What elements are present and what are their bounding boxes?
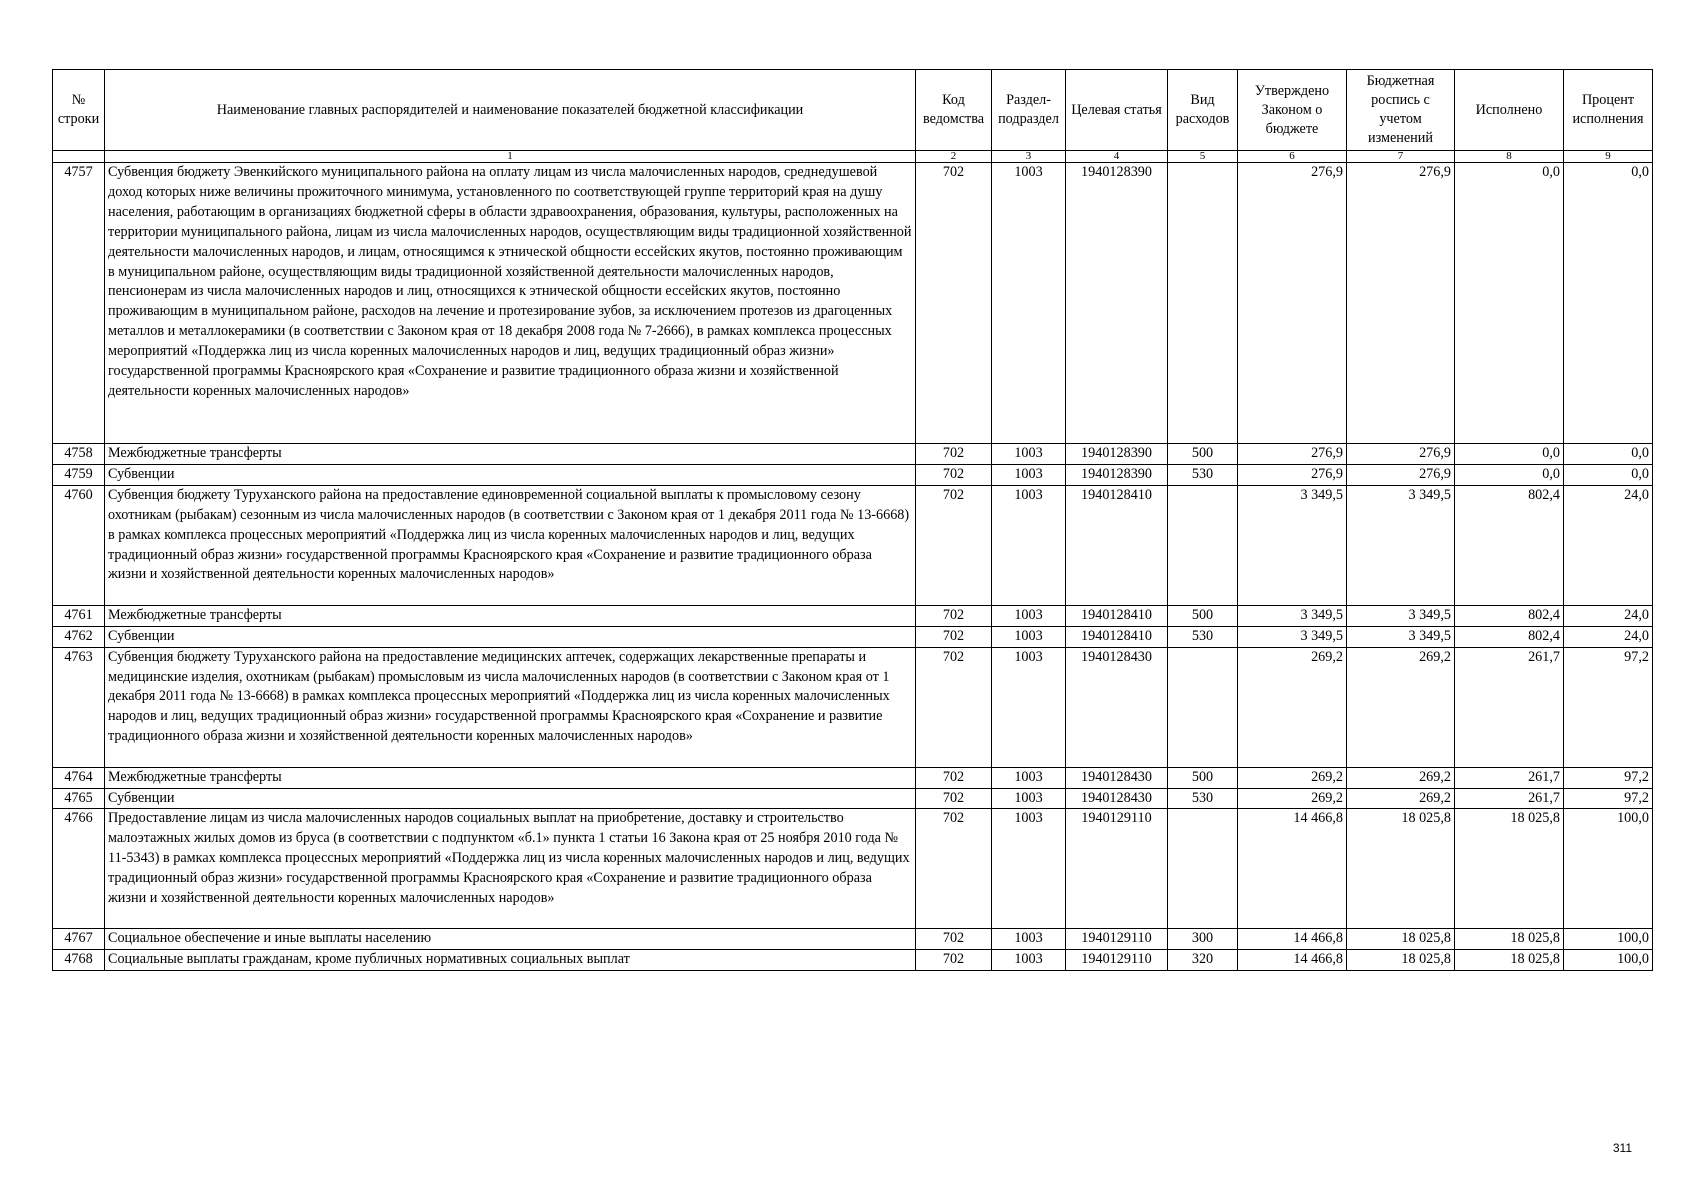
column-number: 2 xyxy=(916,151,992,163)
row-name: Межбюджетные трансферты xyxy=(105,605,916,626)
section-code: 1003 xyxy=(992,605,1066,626)
column-number: 5 xyxy=(1168,151,1238,163)
row-number: 4757 xyxy=(53,163,105,444)
target-article: 1940128390 xyxy=(1066,163,1168,444)
executed-value: 802,4 xyxy=(1455,626,1564,647)
approved-value: 14 466,8 xyxy=(1238,950,1347,971)
schedule-value: 276,9 xyxy=(1347,163,1455,444)
expense-type: 500 xyxy=(1168,605,1238,626)
target-article: 1940128410 xyxy=(1066,605,1168,626)
approved-value: 14 466,8 xyxy=(1238,809,1347,929)
expense-type: 500 xyxy=(1168,767,1238,788)
section-code: 1003 xyxy=(992,647,1066,767)
row-number: 4761 xyxy=(53,605,105,626)
dept-code: 702 xyxy=(916,464,992,485)
table-row xyxy=(53,788,1653,809)
percent-value: 24,0 xyxy=(1564,485,1653,605)
row-name: Социальное обеспечение и иные выплаты населению xyxy=(105,929,916,950)
table-row xyxy=(53,647,1653,767)
section-code: 1003 xyxy=(992,950,1066,971)
section-code: 1003 xyxy=(992,464,1066,485)
dept-code: 702 xyxy=(916,647,992,767)
expense-type xyxy=(1168,163,1238,444)
header-approved: Утверждено Законом о бюджете xyxy=(1238,70,1347,151)
header-executed: Исполнено xyxy=(1455,70,1564,151)
executed-value: 18 025,8 xyxy=(1455,950,1564,971)
target-article: 1940129110 xyxy=(1066,809,1168,929)
column-number: 4 xyxy=(1066,151,1168,163)
approved-value: 276,9 xyxy=(1238,464,1347,485)
header-expense-type: Вид расходов xyxy=(1168,70,1238,151)
schedule-value: 269,2 xyxy=(1347,767,1455,788)
table-row xyxy=(53,464,1653,485)
table-body xyxy=(53,163,1653,971)
dept-code: 702 xyxy=(916,767,992,788)
section-code: 1003 xyxy=(992,444,1066,465)
row-number: 4759 xyxy=(53,464,105,485)
section-code: 1003 xyxy=(992,929,1066,950)
header-percent: Процент исполнения xyxy=(1564,70,1653,151)
approved-value: 269,2 xyxy=(1238,647,1347,767)
schedule-value: 269,2 xyxy=(1347,788,1455,809)
header-dept-code: Код ведомства xyxy=(916,70,992,151)
expense-type xyxy=(1168,485,1238,605)
column-number: 1 xyxy=(105,151,916,163)
executed-value: 0,0 xyxy=(1455,464,1564,485)
expense-type: 500 xyxy=(1168,444,1238,465)
dept-code: 702 xyxy=(916,163,992,444)
executed-value: 802,4 xyxy=(1455,605,1564,626)
column-number: 3 xyxy=(992,151,1066,163)
row-number: 4765 xyxy=(53,788,105,809)
column-number: 6 xyxy=(1238,151,1347,163)
header-name: Наименование главных распорядителей и наименование показателей бюджетной классификации xyxy=(105,70,916,151)
expense-type xyxy=(1168,809,1238,929)
approved-value: 269,2 xyxy=(1238,767,1347,788)
target-article: 1940128410 xyxy=(1066,485,1168,605)
approved-value: 276,9 xyxy=(1238,444,1347,465)
schedule-value: 18 025,8 xyxy=(1347,809,1455,929)
column-number-blank xyxy=(53,151,105,163)
row-number: 4760 xyxy=(53,485,105,605)
expense-type: 300 xyxy=(1168,929,1238,950)
section-code: 1003 xyxy=(992,485,1066,605)
header-row-number: № строки xyxy=(53,70,105,151)
target-article: 1940129110 xyxy=(1066,950,1168,971)
dept-code: 702 xyxy=(916,485,992,605)
percent-value: 0,0 xyxy=(1564,163,1653,444)
table-row xyxy=(53,767,1653,788)
section-code: 1003 xyxy=(992,809,1066,929)
expense-type: 530 xyxy=(1168,464,1238,485)
schedule-value: 3 349,5 xyxy=(1347,626,1455,647)
target-article: 1940128390 xyxy=(1066,464,1168,485)
section-code: 1003 xyxy=(992,163,1066,444)
executed-value: 261,7 xyxy=(1455,767,1564,788)
row-number: 4768 xyxy=(53,950,105,971)
executed-value: 18 025,8 xyxy=(1455,809,1564,929)
page-number: 311 xyxy=(1612,1141,1632,1155)
percent-value: 24,0 xyxy=(1564,626,1653,647)
percent-value: 97,2 xyxy=(1564,788,1653,809)
target-article: 1940128430 xyxy=(1066,788,1168,809)
row-name: Предоставление лицам из числа малочисленных народов социальных выплат на приобретение, доставку и строительство малоэтажных жилых домов из бруса (в соответствии с подпунктом «б.1» пункта 1 статьи 16 Закона края от 25 ноября 2010 года № 11-5343) в рамках комплекса процессных мероприятий «Поддержка лиц из числа коренных малочисленных народов и лиц, ведущих традиционный образ жизни» государственной программы Красноярского края «Сохранение и развитие традиционного образа жизни и хозяйственной деятельности коренных малочисленных народов» xyxy=(105,809,916,929)
approved-value: 269,2 xyxy=(1238,788,1347,809)
header-budget-schedule: Бюджетная роспись с учетом изменений xyxy=(1347,70,1455,151)
executed-value: 802,4 xyxy=(1455,485,1564,605)
table-row xyxy=(53,929,1653,950)
table-row xyxy=(53,950,1653,971)
table-row xyxy=(53,485,1653,605)
approved-value: 3 349,5 xyxy=(1238,605,1347,626)
schedule-value: 18 025,8 xyxy=(1347,950,1455,971)
approved-value: 276,9 xyxy=(1238,163,1347,444)
approved-value: 3 349,5 xyxy=(1238,485,1347,605)
target-article: 1940128410 xyxy=(1066,626,1168,647)
dept-code: 702 xyxy=(916,788,992,809)
row-number: 4763 xyxy=(53,647,105,767)
section-code: 1003 xyxy=(992,767,1066,788)
row-name: Субвенции xyxy=(105,788,916,809)
dept-code: 702 xyxy=(916,929,992,950)
row-name: Субвенции xyxy=(105,626,916,647)
column-number: 8 xyxy=(1455,151,1564,163)
percent-value: 0,0 xyxy=(1564,464,1653,485)
percent-value: 100,0 xyxy=(1564,809,1653,929)
table-row xyxy=(53,605,1653,626)
expense-type xyxy=(1168,647,1238,767)
expense-type: 530 xyxy=(1168,788,1238,809)
executed-value: 18 025,8 xyxy=(1455,929,1564,950)
target-article: 1940129110 xyxy=(1066,929,1168,950)
row-number: 4758 xyxy=(53,444,105,465)
percent-value: 0,0 xyxy=(1564,444,1653,465)
schedule-value: 3 349,5 xyxy=(1347,485,1455,605)
header-row xyxy=(53,70,1653,151)
approved-value: 14 466,8 xyxy=(1238,929,1347,950)
column-number-row xyxy=(53,151,1653,163)
schedule-value: 276,9 xyxy=(1347,444,1455,465)
target-article: 1940128430 xyxy=(1066,767,1168,788)
approved-value: 3 349,5 xyxy=(1238,626,1347,647)
dept-code: 702 xyxy=(916,444,992,465)
row-number: 4764 xyxy=(53,767,105,788)
table-row xyxy=(53,444,1653,465)
target-article: 1940128390 xyxy=(1066,444,1168,465)
executed-value: 0,0 xyxy=(1455,444,1564,465)
percent-value: 100,0 xyxy=(1564,929,1653,950)
percent-value: 97,2 xyxy=(1564,647,1653,767)
target-article: 1940128430 xyxy=(1066,647,1168,767)
executed-value: 261,7 xyxy=(1455,647,1564,767)
percent-value: 100,0 xyxy=(1564,950,1653,971)
dept-code: 702 xyxy=(916,605,992,626)
row-name: Межбюджетные трансферты xyxy=(105,444,916,465)
dept-code: 702 xyxy=(916,950,992,971)
row-name: Межбюджетные трансферты xyxy=(105,767,916,788)
schedule-value: 18 025,8 xyxy=(1347,929,1455,950)
row-number: 4766 xyxy=(53,809,105,929)
header-target-article: Целевая статья xyxy=(1066,70,1168,151)
column-number: 9 xyxy=(1564,151,1653,163)
dept-code: 702 xyxy=(916,626,992,647)
expense-type: 320 xyxy=(1168,950,1238,971)
percent-value: 24,0 xyxy=(1564,605,1653,626)
executed-value: 261,7 xyxy=(1455,788,1564,809)
row-name: Социальные выплаты гражданам, кроме публичных нормативных социальных выплат xyxy=(105,950,916,971)
row-name: Субвенция бюджету Эвенкийского муниципального района на оплату лицам из числа малочисленных народов, среднедушевой доход которых ниже величины прожиточного минимума, установленного по соответствующей группе территорий края на душу населения, работающим в организациях бюджетной сферы в области здравоохранения, образования, культуры, расположенных на территории муниципального района, лицам из числа малочисленных народов, осуществляющим виды традиционной хозяйственной деятельности малочисленных народов, и лицам, относящимся к этнической общности ессейских якутов, постоянно проживающим в муниципальном районе, осуществляющим виды традиционной хозяйственной деятельности малочисленных народов, пенсионерам из числа малочисленных народов и лиц, относящихся к этнической общности ессейских якутов, постоянно проживающим в муниципальном районе, расходов на лечение и протезирование зубов, за исключением протезов из драгоценных металлов и металлокерамики (в соответствии с Законом края от 18 декабря 2008 года № 7-2666), в рамках комплекса процессных мероприятий «Поддержка лиц из числа коренных малочисленных народов и лиц, ведущих традиционный образ жизни» государственной программы Красноярского края «Сохранение и развитие традиционного образа жизни и хозяйственной деятельности коренных малочисленных народов» xyxy=(105,163,916,444)
schedule-value: 276,9 xyxy=(1347,464,1455,485)
table-row xyxy=(53,626,1653,647)
table-row xyxy=(53,163,1653,444)
section-code: 1003 xyxy=(992,788,1066,809)
budget-table xyxy=(52,69,1653,971)
row-name: Субвенция бюджету Туруханского района на предоставление медицинских аптечек, содержащих лекарственные препараты и медицинские изделия, охотникам (рыбакам) промысловым из числа малочисленных народов (в соответствии с Законом края от 1 декабря 2011 года № 13-6668) в рамках комплекса процессных мероприятий «Поддержка лиц из числа коренных малочисленных народов и лиц, ведущих традиционный образ жизни» государственной программы Красноярского края «Сохранение и развитие традиционного образа жизни и хозяйственной деятельности коренных малочисленных народов» xyxy=(105,647,916,767)
row-number: 4767 xyxy=(53,929,105,950)
dept-code: 702 xyxy=(916,809,992,929)
section-code: 1003 xyxy=(992,626,1066,647)
executed-value: 0,0 xyxy=(1455,163,1564,444)
row-number: 4762 xyxy=(53,626,105,647)
row-name: Субвенции xyxy=(105,464,916,485)
header-section: Раздел- подраздел xyxy=(992,70,1066,151)
percent-value: 97,2 xyxy=(1564,767,1653,788)
column-number: 7 xyxy=(1347,151,1455,163)
expense-type: 530 xyxy=(1168,626,1238,647)
schedule-value: 269,2 xyxy=(1347,647,1455,767)
row-name: Субвенция бюджету Туруханского района на предоставление единовременной социальной выплаты к промысловому сезону охотникам (рыбакам) сезонным из числа малочисленных народов (в соответствии с Законом края от 1 декабря 2011 года № 13-6668) в рамках комплекса процессных мероприятий «Поддержка лиц из числа коренных малочисленных народов и лиц, ведущих традиционный образ жизни» государственной программы Красноярского края «Сохранение и развитие традиционного образа жизни и хозяйственной деятельности коренных малочисленных народов» xyxy=(105,485,916,605)
table-row xyxy=(53,809,1653,929)
schedule-value: 3 349,5 xyxy=(1347,605,1455,626)
